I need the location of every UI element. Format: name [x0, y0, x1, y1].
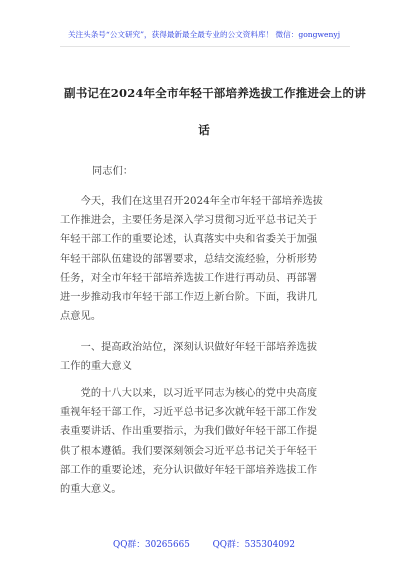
- footer-qq-group-1: QQ群：30265665: [113, 540, 190, 550]
- paragraph-line: 进一步推动我市年轻干部工作迈上新台阶。下面，我讲几: [60, 291, 318, 303]
- paragraph-line: 表重要讲话、作出重要指示，为我们做好年轻干部工作提: [60, 426, 318, 438]
- heading-line: 工作的重大意义: [60, 361, 133, 373]
- document-title-line1: 副书记在2024年全市年轻干部培养选拔工作推进会上的讲: [64, 86, 366, 100]
- paragraph-line: 今天，我们在这里召开2024年全市年轻干部培养选拔: [60, 196, 323, 207]
- paragraph-line: 供了根本遵循。我们要深刻领会习近平总书记关于年轻干: [60, 445, 318, 457]
- header-notice: 关注头条号“公文研究”，获得最新最全最专业的公文资料库！ 微信：gongwenyj: [67, 30, 341, 39]
- paragraph-line: 工作推进会，主要任务是深入学习贯彻习近平总书记关于: [60, 215, 318, 227]
- header-divider: [60, 46, 350, 47]
- paragraph-1: [60, 192, 350, 326]
- paragraph-line: 年轻干部工作的重要论述，认真落实中央和省委关于加强: [60, 234, 318, 246]
- heading-line: 一、提高政治站位，深刻认识做好年轻干部培养选拔: [60, 342, 318, 353]
- footer-contacts: [0, 537, 408, 550]
- paragraph-line: 党的十八大以来，以习近平同志为核心的党中央高度: [60, 388, 318, 399]
- paragraph-line: 部工作的重要论述，充分认识做好年轻干部培养选拔工作: [60, 464, 318, 476]
- paragraph-2: [60, 384, 350, 499]
- document-title-line2: 话: [198, 123, 210, 137]
- paragraph-line: 的重大意义。: [60, 483, 122, 495]
- paragraph-line: 任务，对全市年轻干部培养选拔工作进行再动员、再部署: [60, 272, 318, 284]
- salutation: [60, 162, 350, 181]
- paragraph-line: 重视年轻干部工作，习近平总书记多次就年轻干部工作发: [60, 407, 318, 419]
- paragraph-line: 年轻干部队伍建设的部署要求，总结交流经验，分析形势: [60, 253, 318, 265]
- section-heading-1: [60, 338, 350, 376]
- footer-qq-group-2: QQ群：535304092: [212, 540, 295, 550]
- salutation-text: 同志们：: [92, 166, 134, 177]
- paragraph-line: 点意见。: [60, 311, 102, 323]
